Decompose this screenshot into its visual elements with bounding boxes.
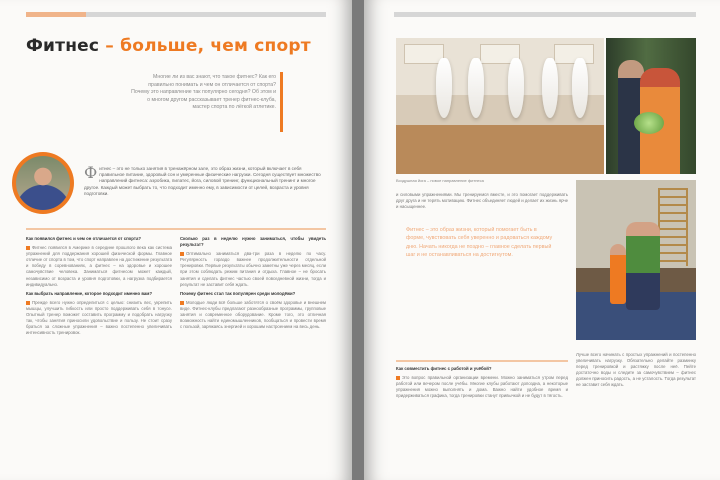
aerial-yoga-photo	[396, 38, 604, 174]
author-photo	[12, 152, 74, 214]
headline-dark: Фитнес	[26, 36, 100, 56]
lead-paragraph: Многие ли из вас знают, что такое фитнес? Как его правильно понимать и чем он отличается от спорта? Почему это направление так популярно сегодня? Об этом и о многом другом рассказывает тренер фитнес-клуба, мастер спорта по лёгкой атлетике.	[131, 74, 276, 110]
question-4: Почему фитнес стал так популярен среди молодёжи?	[180, 290, 296, 296]
article-headline	[26, 36, 311, 56]
column-4: Лучше всего начинать с простых упражнений и постепенно увеличивать нагрузку. Обязательно делайте разминку перед тренировкой и растяжку после неё. Пейте достаточно воды и следите за самочувствием – фитнес должен приносить радость, а не усталость. Тогда результат не заставит себя ждать.	[576, 352, 696, 388]
sport-photo	[576, 180, 696, 340]
drop-cap: Ф	[84, 163, 98, 182]
answer-4: Молодые люди всё больше заботятся о своём здоровье и внешнем виде. Фитнес-клубы предлагают разнообразные программы, групповые занятия и современное оборудование. Кроме того, это отличная возможность найти единомышленников, пообщаться и провести время с пользой, заряжаясь энергией и хорошим настроением на весь день.	[180, 299, 326, 330]
header-bar-accent	[26, 12, 86, 17]
intro-paragraph	[84, 163, 324, 197]
column-1	[26, 236, 172, 472]
column-3	[396, 366, 568, 472]
header-bar	[26, 12, 326, 17]
section-divider-right	[396, 360, 568, 362]
pull-quote: Фитнес – это образ жизни, который помогает быть в форме, чувствовать себя уверенно и радоваться каждому дню. Начать никогда не поздно – главное сделать первый шаг и не останавливаться на достигнутом.	[406, 227, 553, 259]
section-divider	[26, 228, 326, 230]
left-page	[0, 0, 352, 480]
lead-accent-bar	[280, 72, 283, 132]
question-1: Как появился фитнес и чем он отличается от спорта?	[26, 236, 141, 241]
answer-1: Фитнес появился в Америке в середине прошлого века как система упражнений для поддержания хорошей физической формы. Главное отличие от спорта в том, что спорт направлен на достижение результата и победу в соревнованиях, а фитнес – на здоровье и хорошее самочувствие человека. Заниматься фитнесом может каждый, независимо от возраста и уровня подготовки, а нагрузка подбирается индивидуально.	[26, 245, 172, 287]
couple-photo	[606, 38, 696, 174]
intro-text: итнес – это не только занятия в тренажёрном зале, это образ жизни, который включает в себя правильное питание, здоровый сон и умеренные физические нагрузки. Сегодня существует множество направлений фитнеса: аэробика, пилатес, йога, силовой тренинг, функциональный тренинг и многое другое. Каждый может выбрать то, что подходит именно ему, в зависимости от целей, возраста и уровня подготовки.	[84, 166, 321, 196]
text-block-a: и силовыми упражнениями. Мы тренируемся вместе, и это помогает поддерживать друг друга и не терять мотивацию. Фитнес объединяет людей и делает их жизнь ярче и насыщеннее.	[396, 192, 568, 210]
header-bar-right	[394, 12, 696, 17]
column-2	[180, 236, 326, 472]
right-page	[364, 0, 720, 480]
question-3: Сколько раз в неделю нужно заниматься, чтобы увидеть результат?	[180, 236, 326, 248]
answer-2: Прежде всего нужно определиться с целью: снизить вес, укрепить мышцы, улучшить гибкость или просто поддерживать себя в тонусе. Опытный тренер поможет составить программу и подобрать нагрузку так, чтобы занятия приносили удовольствие и пользу. Не стоит сразу браться за сложные упражнения – важно постепенно увеличивать интенсивность тренировок.	[26, 299, 172, 336]
answer-5: Это вопрос правильной организации времени. Можно заниматься утром перед работой или вечером после учёбы. Многие клубы работают допоздна, а некоторые упражнения можно выполнять и дома. Важно найти удобное время и придерживаться графика, тогда тренировки станут привычкой и не будут в тягость.	[396, 375, 568, 399]
photo-caption: Воздушная йога – новое направление фитнеса	[396, 178, 484, 183]
answer-3: Оптимально заниматься два-три раза в неделю по часу. Регулярность гораздо важнее продолжительности отдельной тренировки. Первые результаты обычно заметны уже через месяц, если при этом соблюдать режим питания и отдыха. Главное – не бросать занятия и сделать фитнес частью своей повседневной жизни, тогда и результат не заставит себя ждать.	[180, 251, 326, 287]
question-2: Как выбрать направление, которое подходит именно вам?	[26, 290, 153, 296]
headline-orange: – больше, чем спорт	[99, 36, 311, 56]
question-5: Как совместить фитнес с работой и учёбой?	[396, 366, 492, 371]
